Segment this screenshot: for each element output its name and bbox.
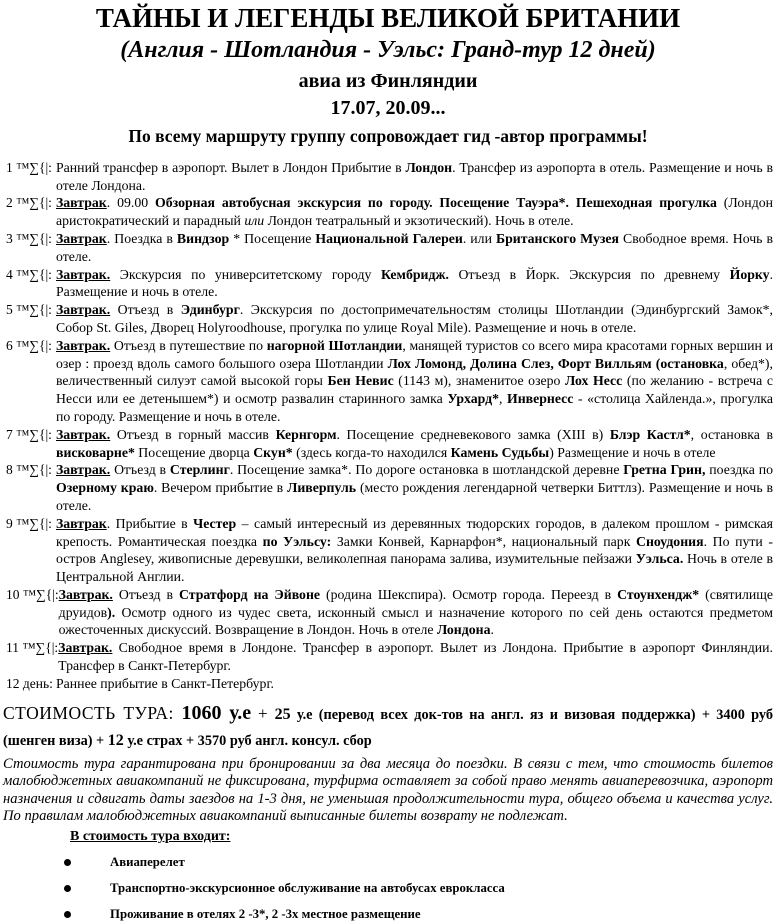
text-segment: , манящей туристов со всего мира красотами горных вершин и озер : проезд вдоль самого большого озера Шотландии	[56, 337, 773, 371]
text-segment: . Посещение замка*. По дороге остановка в шотландской деревне	[229, 462, 624, 478]
day-marker: 11 ™∑{|:	[6, 640, 59, 656]
text-segment: Посещение дворца	[134, 444, 254, 460]
text-segment: Отъезд в горный массив	[110, 426, 276, 442]
text-segment: поездка по	[705, 462, 773, 478]
text-segment: . По пути - остров Anglesey, живописные деревушки, великолепная панорама залива, изумительные пейзажи	[56, 533, 773, 567]
text-segment: . Прибытие в	[106, 515, 194, 531]
text-segment: Стратфорд на Эйвоне	[178, 586, 321, 602]
text-segment: .	[490, 622, 494, 638]
price-segment: 1060 у.е	[181, 701, 252, 724]
text-segment: Урхард*	[447, 391, 499, 407]
text-segment: Лондона	[436, 622, 491, 638]
text-segment: ).	[107, 604, 116, 620]
text-segment: Кернгорм	[275, 426, 337, 442]
day-description	[56, 194, 776, 230]
text-segment: Лондон	[405, 159, 453, 175]
itinerary-day	[0, 461, 776, 514]
text-segment: Озерному краю	[56, 480, 154, 496]
text-segment: Завтрак.	[56, 462, 111, 478]
day-description	[56, 337, 776, 426]
day-description	[56, 515, 776, 586]
day-description	[56, 159, 776, 195]
text-segment: Стерлинг	[169, 462, 230, 478]
itinerary-day	[0, 515, 776, 586]
text-segment: Кембридж.	[380, 266, 449, 282]
text-segment: (Лондон аристократический и парадный	[56, 195, 773, 229]
text-segment: Завтрак	[56, 515, 107, 531]
text-segment: Завтрак.	[58, 586, 113, 602]
text-segment: – самый интересный из деревянных тюдорских городов, в далеком прошлом - римская крепость. Романтическая поездка	[56, 515, 773, 549]
tour-price-line	[0, 701, 776, 754]
text-segment: (по желанию - встреча с Несси или ее детенышем*) и осмотр развалин старинного замка	[56, 373, 773, 407]
text-segment: Камень Судьбы	[450, 444, 550, 460]
text-segment: Завтрак	[56, 195, 107, 211]
text-segment: Раннее прибытие в Санкт-Петербург.	[56, 675, 275, 691]
text-segment: Завтрак.	[56, 337, 111, 353]
day-description	[56, 461, 776, 514]
includes-item-label: Транспортно-экскурсионное обслуживание на автобусах еврокласса	[110, 881, 505, 896]
day-description	[58, 639, 776, 675]
text-segment: , обед*), величественный силуэт самой высокой горы	[56, 355, 773, 389]
itinerary-day	[0, 301, 776, 337]
text-segment: Инвернесс	[506, 391, 574, 407]
itinerary-day	[0, 159, 776, 195]
text-segment: Отъезд в	[112, 586, 179, 602]
price-segment: 12	[107, 731, 124, 749]
day-description	[56, 675, 776, 693]
bullet-icon	[64, 859, 71, 866]
day-marker: 1 ™∑{|:	[6, 159, 52, 175]
text-segment: Ранний трансфер в аэропорт. Вылет в Лондон Прибытие в	[56, 159, 406, 175]
text-segment: Уэльса.	[635, 551, 684, 567]
includes-item	[0, 855, 776, 869]
text-segment: висковарне*	[56, 444, 135, 460]
guide-note: По всему маршруту группу сопровождает гид -автор программы!	[128, 125, 648, 146]
text-segment: Отъезд в	[110, 462, 170, 478]
text-segment: (родина Шекспира). Осмотр города. Переезд в	[320, 586, 618, 602]
text-segment: нагорной Шотландии	[266, 337, 403, 353]
text-segment: Лох Ломонд, Долина Слез, Форт Вилльям (остановка	[387, 355, 724, 371]
text-segment: ) Размещение и ночь в отеле	[549, 444, 716, 460]
text-segment: Замки Конвей, Карнарфон*, национальный парк	[331, 533, 636, 549]
text-segment: . Размещение и ночь в отеле.	[56, 266, 774, 300]
text-segment: Сноудония	[636, 533, 704, 549]
text-segment: Отъезд в Йорк. Экскурсия по древнему	[448, 266, 730, 282]
itinerary-day	[0, 675, 776, 693]
day-marker: 4 ™∑{|:	[6, 266, 52, 282]
day-marker: 10 ™∑{|:	[6, 586, 59, 602]
price-disclaimer: Стоимость тура гарантирована при бронировании за два месяца до поездки. В связи с тем, что стоимость билетов малобюджетных авиакомпаний не фиксирована, турфирма оставляет за собой право менять авиаперевозчика, аэропорт назначения и сдвигать даты заездов на 1-3 дня, не уменьшая продолжительности тура, общего объема и качества услуг. По правилам малобюджетных авиакомпаний выписанные билеты возврату не подлежат.	[3, 755, 773, 825]
text-segment: (1143 м), знаменитое озеро	[393, 373, 566, 389]
itinerary-day	[0, 266, 776, 302]
text-segment: , остановка в	[690, 426, 773, 442]
text-segment: . Посещение средневекового замка (XIII в)	[336, 426, 610, 442]
includes-item-label: Проживание в отелях 2 -3*, 2 -3х местное размещение	[110, 907, 421, 922]
day-description	[56, 266, 776, 302]
text-segment: (святилище друидов	[58, 586, 773, 620]
text-segment: Ливерпуль	[287, 480, 357, 496]
text-segment: Ночь в отеле в Центральной Англии.	[56, 551, 773, 585]
text-segment: Гретна Грин,	[623, 462, 706, 478]
text-segment: . Экскурсия по достопримечательностям столицы Шотландии (Эдинбургский Замок*, Собор St. Giles, Дворец Holyroodhouse, прогулка по улице Royal Mile). Размещение и ночь в отеле.	[56, 302, 773, 335]
itinerary-list	[0, 159, 776, 693]
itinerary-day	[0, 230, 776, 266]
day-description	[59, 586, 776, 639]
page-title: ТАЙНЫ И ЛЕГЕНДЫ ВЕЛИКОЙ БРИТАНИИ	[95, 3, 681, 33]
origin-line: авиа из Финляндии	[298, 69, 478, 92]
text-segment: Стоунхендж*	[617, 586, 700, 602]
text-segment: Отъезд в	[110, 302, 181, 318]
itinerary-day	[0, 639, 776, 675]
text-segment: . Вечером прибытие в	[153, 480, 288, 496]
day-description	[56, 230, 776, 266]
text-segment: Лондон театральный и экзотический). Ночь в отеле.	[264, 213, 574, 229]
text-segment: по Уэльсу:	[262, 533, 332, 549]
text-segment: . Поездка в	[106, 230, 177, 246]
day-marker: 8 ™∑{|:	[6, 462, 52, 478]
text-segment: Завтрак.	[56, 302, 111, 318]
day-description	[56, 301, 776, 337]
includes-item	[0, 881, 776, 895]
text-segment: (место рождения легендарной четверки Биттлз). Размещение и ночь в отеле.	[56, 480, 774, 513]
text-segment: или	[244, 213, 265, 229]
text-segment: . 09.00	[106, 195, 155, 211]
text-segment: Виндзор	[176, 230, 230, 246]
tour-subtitle: (Англия - Шотландия - Уэльс: Гранд-тур 12 дней)	[120, 37, 656, 64]
text-segment: Обзорная автобусная экскурсия по городу. Посещение Тауэра*. Пешеходная прогулка	[155, 195, 717, 211]
text-segment: Честер	[193, 515, 237, 531]
text-segment: Скун*	[253, 444, 293, 460]
day-marker: 7 ™∑{|:	[6, 426, 52, 442]
includes-heading: В стоимость тура входит:	[70, 829, 231, 845]
day-marker: 5 ™∑{|:	[6, 302, 52, 318]
text-segment: Завтрак.	[56, 426, 111, 442]
itinerary-day	[0, 337, 776, 426]
text-segment: Экскурсия по университетскому городу	[110, 266, 381, 282]
includes-item-label: Авиаперелет	[110, 855, 185, 870]
text-segment: Завтрак.	[58, 640, 113, 656]
price-segment: у.е страх + 3570 руб англ. консул. сбор	[123, 732, 372, 749]
text-segment: Завтрак	[56, 230, 107, 246]
text-segment: Блэр Кастл*	[609, 426, 691, 442]
day-marker: 6 ™∑{|:	[6, 337, 52, 353]
bullet-icon	[64, 885, 71, 892]
text-segment: . или	[462, 230, 496, 246]
day-description	[56, 426, 776, 462]
itinerary-day	[0, 194, 776, 230]
day-marker: 3 ™∑{|:	[6, 230, 52, 246]
itinerary-day	[0, 586, 776, 639]
departure-dates: 17.07, 20.09...	[330, 96, 446, 119]
text-segment: Британского Музея	[495, 230, 619, 246]
price-segment: 25	[274, 705, 291, 723]
text-segment: - «столица Хайленда.», прогулка по городу. Размещение и ночь в отеле.	[56, 391, 773, 424]
document-header	[0, 0, 776, 146]
text-segment: Бен Невис	[327, 373, 394, 389]
text-segment: . Трансфер из аэропорта в отель. Размещение и ночь в отеле Лондона.	[56, 159, 773, 193]
includes-list	[0, 855, 776, 921]
price-segment: +	[251, 703, 275, 723]
price-segment: у.е (перевод всех док-тов на англ. яз и визовая поддержка) + 3400 руб (шенген виза) +	[3, 706, 774, 749]
text-segment: Завтрак.	[56, 266, 111, 282]
day-marker: 9 ™∑{|:	[6, 515, 52, 531]
text-segment: Осмотр одного из чудес света, исконный смысл и назначение которого по сей день остаются предметом ожесточенных дискуссий. Возвращение в Лондон. Ночь в отеле	[58, 604, 773, 638]
text-segment: Свободное время. Ночь в отеле.	[56, 230, 773, 264]
text-segment: Отъезд в путешествие по	[110, 337, 267, 353]
price-segment: СТОИМОСТЬ ТУРА:	[3, 702, 182, 723]
text-segment: ,	[498, 391, 507, 407]
text-segment: Свободное время в Лондоне. Трансфер в аэропорт. Вылет из Лондона. Прибытие в аэропорт Финляндии. Трансфер в Санкт-Петербург.	[58, 640, 773, 674]
text-segment: Эдинбург	[180, 302, 240, 318]
includes-item	[0, 907, 776, 921]
day-marker: 2 ™∑{|:	[6, 195, 52, 211]
text-segment: (здесь когда-то находился	[292, 444, 451, 460]
text-segment: * Посещение	[229, 230, 316, 246]
text-segment: Йорку	[729, 266, 770, 282]
itinerary-day	[0, 426, 776, 462]
text-segment: Национальной Галереи	[315, 230, 463, 246]
day-marker: 12 день:	[6, 675, 53, 691]
bullet-icon	[64, 911, 71, 918]
text-segment: Лох Несс	[565, 373, 623, 389]
